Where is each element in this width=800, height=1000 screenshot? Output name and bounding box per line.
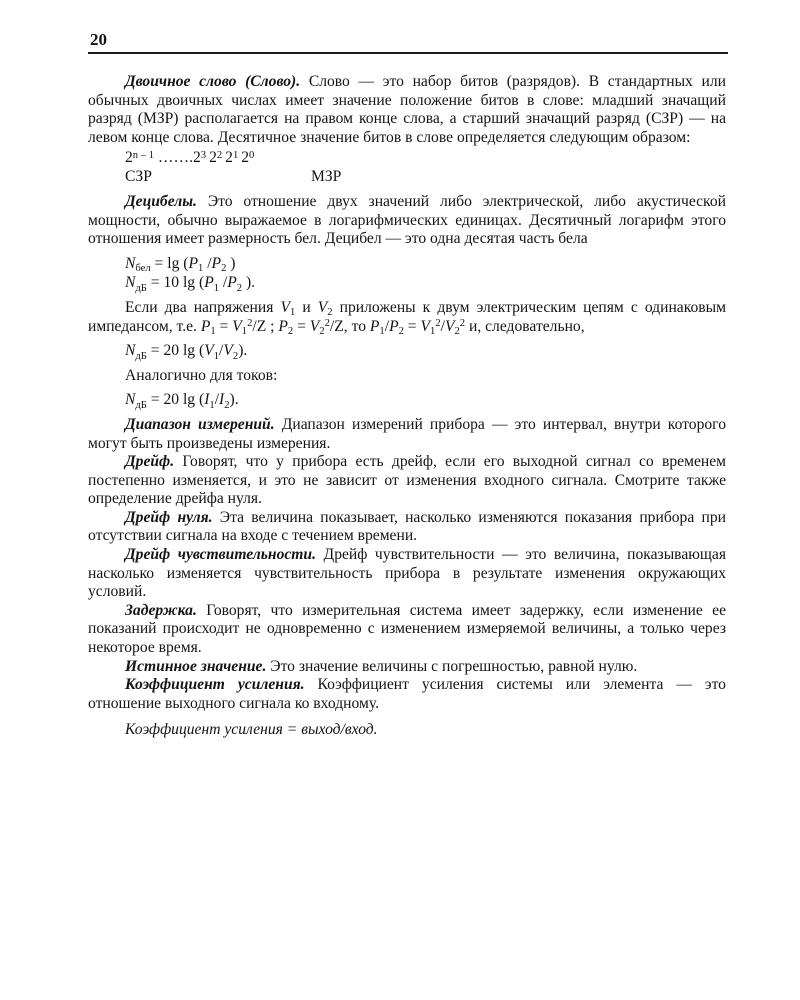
sensitivity-drift-paragraph: Дрейф чувствительности. Дрейф чувствительности — это величина, показывающая насколько изменяется чувствительность прибора в результате изменения окружающих условий. xyxy=(88,546,727,601)
lsb-label: МЗР xyxy=(311,167,342,185)
binary-word-text: Слово — это набор битов (разрядов). В стандартных или обычных двоичных числах имеет значение положение битов в слове: младший значащий разряд (МЗР) располагается на правом конце слова, а старший значащий разряд (СЗР) — на левом конце слова. Десятичное значение битов в слове определяется следующим образом: xyxy=(88,73,727,146)
true-value-paragraph: Истинное значение. Это значение величины с погрешностью, равной нулю. xyxy=(125,657,638,675)
page-number: 20 xyxy=(90,30,107,49)
page-content xyxy=(88,73,726,740)
formula-db-power: $N_{дБ} = 10$ $\lg (P_1$ $/P_2$ ). xyxy=(125,274,256,294)
decibels-text: Это отношение двух значений либо электрической, либо акустической мощности, обычно выражаемое в логарифмических единицах. Десятичный логарифм этого отношения имеет размерность бел. Децибел — это одна десятая часть бела xyxy=(88,192,726,248)
formula-db-current: $N_{дБ} = 20$ $\lg (I_1/I_2)$. xyxy=(125,391,239,411)
bit-weights xyxy=(125,149,726,187)
drift-paragraph: Дрейф. Говорят, что у прибора есть дрейф, если его выходной сигнал со временем постепенно изменяется, и это не зависит от изменения входного сигнала. Смотрите также определение дрейфа нуля. xyxy=(88,453,726,508)
bit-labels xyxy=(125,168,726,187)
term-zero-drift: Дрейф нуля. xyxy=(125,508,213,526)
decibels-paragraph xyxy=(88,193,726,249)
term-delay: Задержка. xyxy=(125,601,197,619)
zero-drift-paragraph: Дрейф нуля. Эта величина показывает, насколько изменяются показания прибора при отсутствии сигнала на входе с течением времени. xyxy=(88,508,726,545)
term-gain: Коэффициент усиления. xyxy=(125,676,305,694)
delay-paragraph: Задержка. Говорят, что измерительная система имеет задержку, если изменение ее показаний происходит не одновременно с изменением измеряемой величины, а только через некоторое время. xyxy=(88,601,726,657)
term-drift: Дрейф. xyxy=(125,453,175,471)
bit-weights-formula: 2$^{n - 1}$ $\dots\dots.2^3$ $2^2$ $2^1$ $2^0$ xyxy=(125,149,255,167)
term-range: Диапазон измерений. xyxy=(125,415,275,433)
range-paragraph: Диапазон измерений. Диапазон измерений прибора — это интервал, внутри которого могут быть произведены измерения. xyxy=(88,415,726,452)
msb-label: СЗР xyxy=(125,167,152,185)
binary-word-paragraph xyxy=(88,73,726,147)
term-binary-word: Двоичное слово (Слово). xyxy=(125,73,301,90)
gain-paragraph: Коэффициент усиления. Коэффициент усиления системы или элемента — это отношение выходного сигнала ко входному. xyxy=(88,676,726,712)
voltage-paragraph: Если два напряжения $V_1$ и $V_2$ приложены к двум электрическим цепям с одинаковым импедансом, т.е. $P_1 = V_1^2/Z$ ; $P_2 = V_2^2/Z$, то $P_1/P_2 = V_1^2/V_2^2$ и, следовательно, xyxy=(88,298,726,337)
term-decibels: Децибелы. xyxy=(125,192,197,210)
term-true-value: Истинное значение. xyxy=(125,657,267,675)
header-rule xyxy=(88,52,728,54)
gain-formula: Коэффициент усиления = выход/вход. xyxy=(125,721,378,739)
currents-intro: Аналогично для токов: xyxy=(125,366,278,384)
formula-db-voltage: $N_{дБ} = 20$ $\lg (V_1/V_2)$. xyxy=(125,342,248,362)
term-sensitivity-drift: Дрейф чувствительности. xyxy=(125,546,316,564)
formula-bel: $N_{бел} = \lg (P_1$ $/P_2$ ) xyxy=(125,254,236,275)
